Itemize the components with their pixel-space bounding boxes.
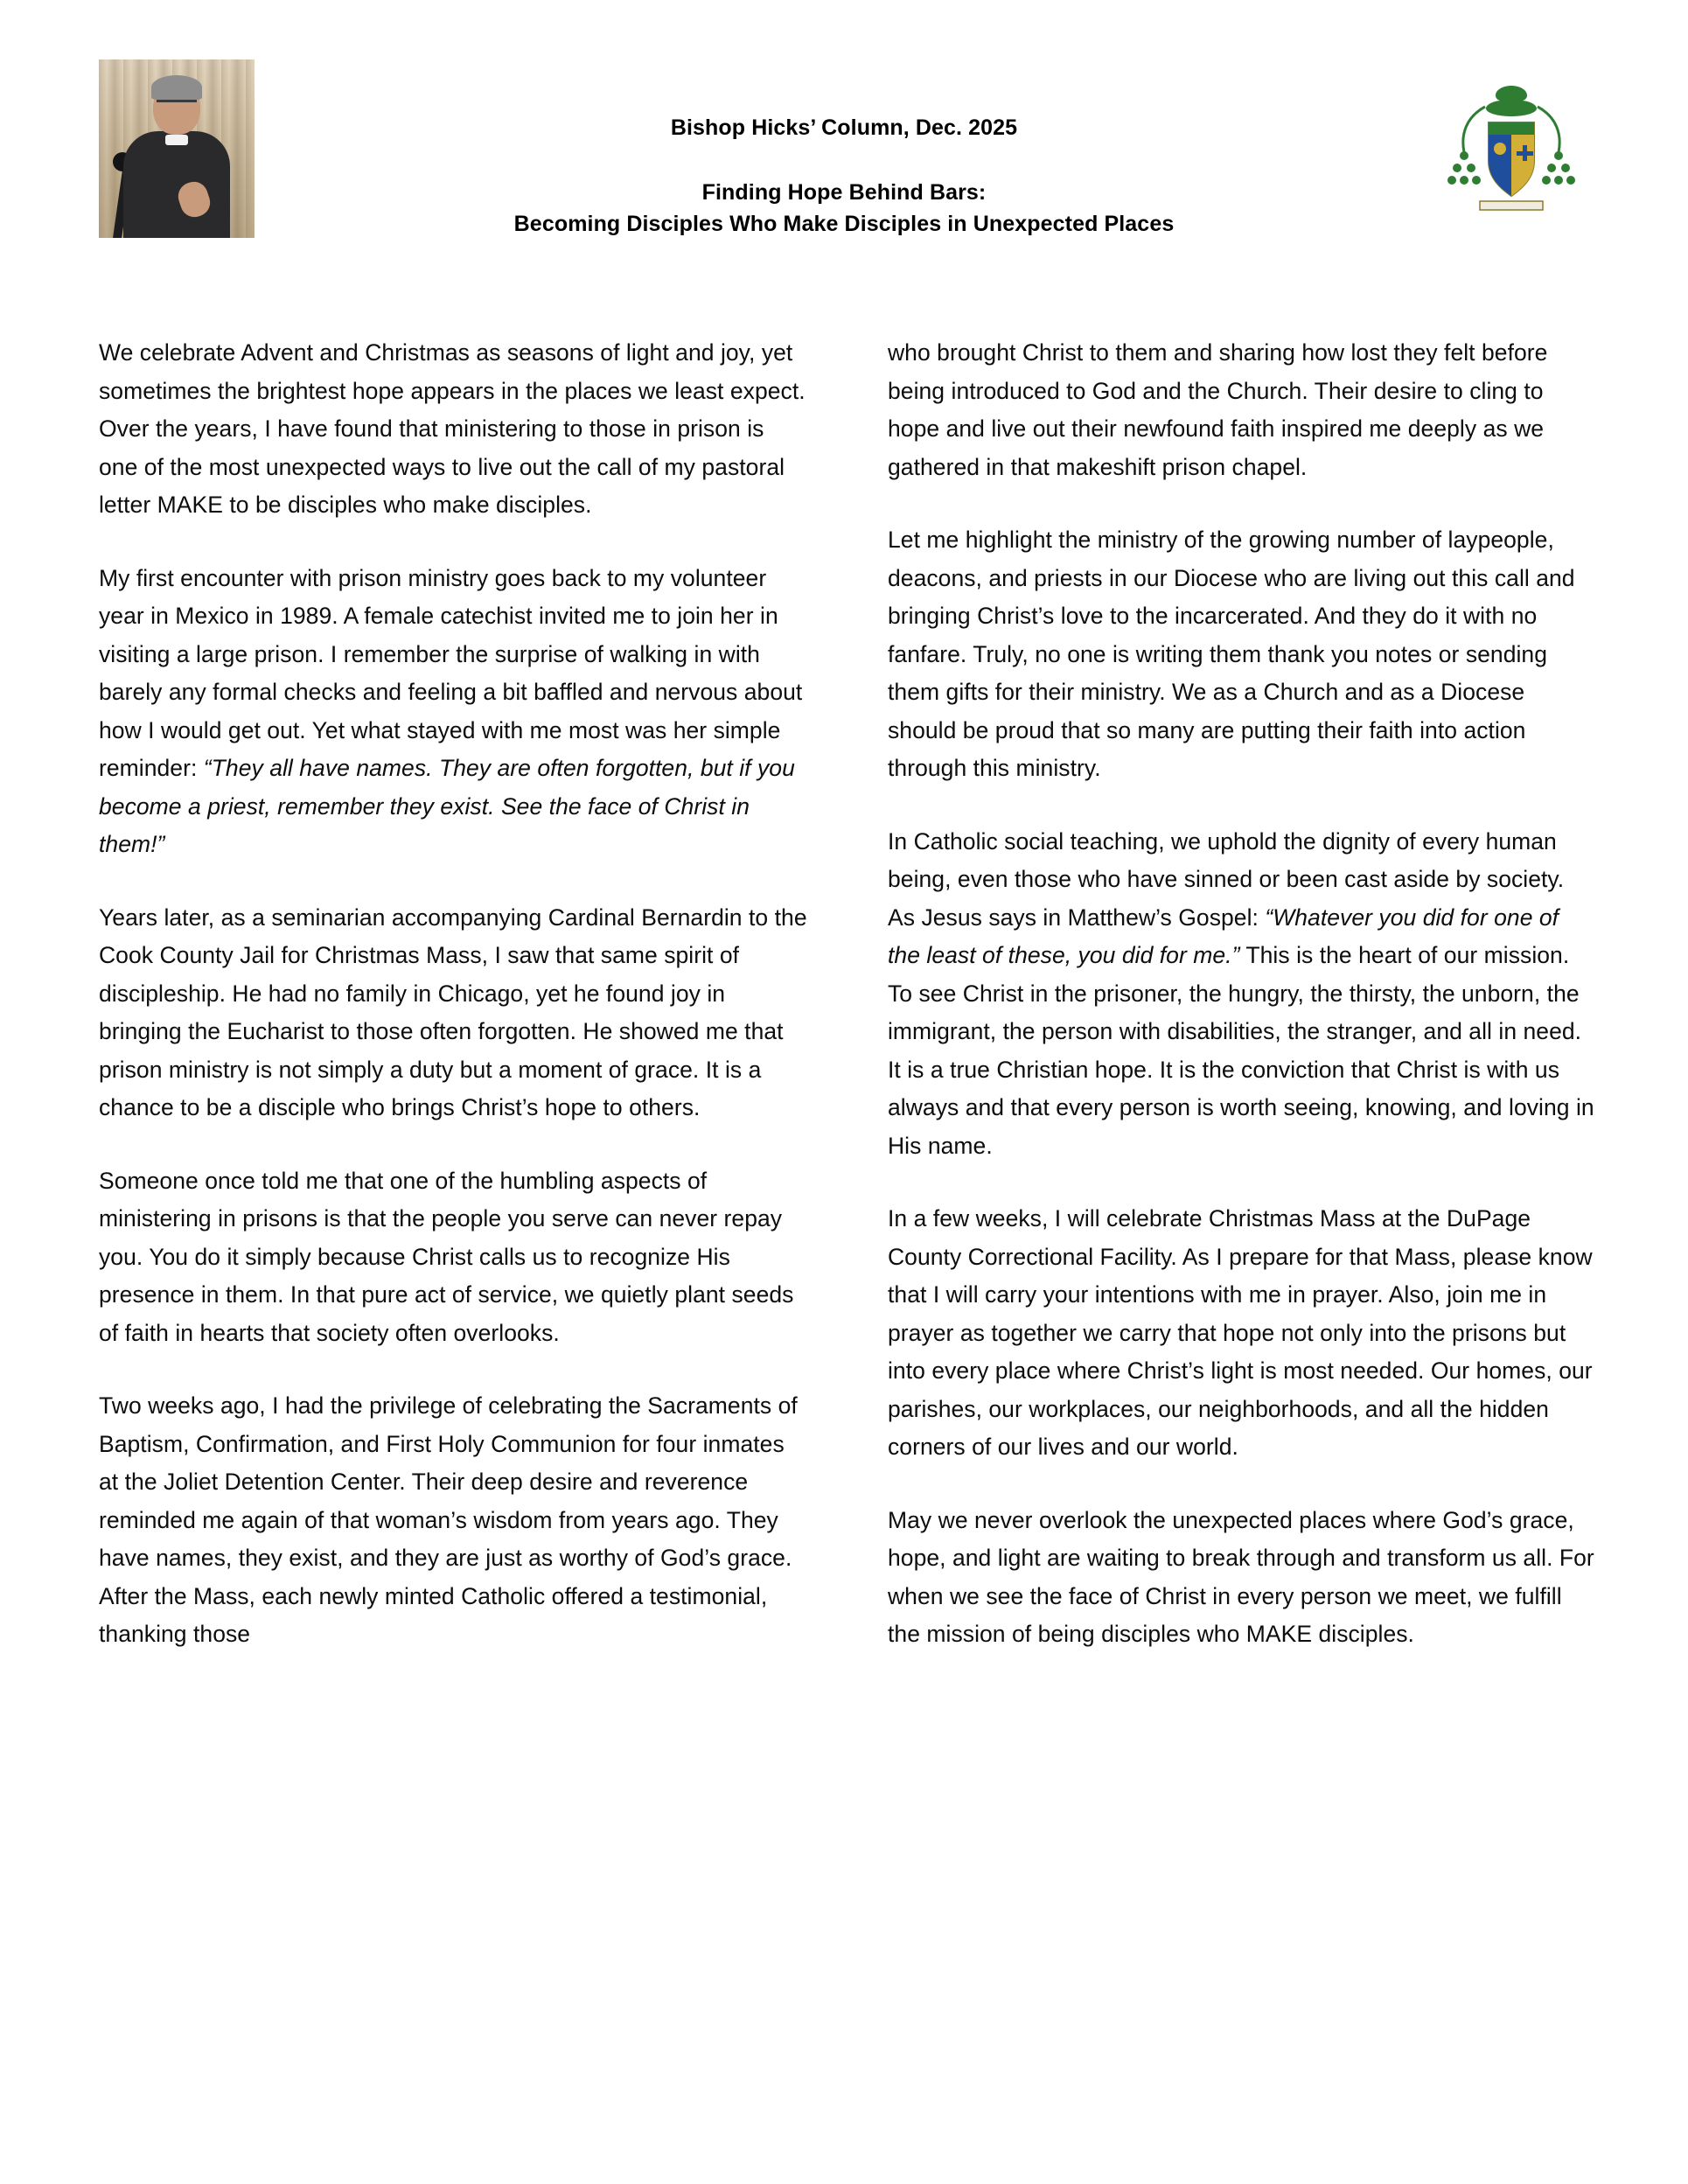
paragraph [888,823,1596,1166]
right-column [888,334,1596,1654]
photo-figure-hair [151,75,202,100]
paragraph-text-tail: This is the heart of our mission. To see Christ in the prisoner, the hungry, the thirsty, the unborn, the immigrant, the person with disabilities, the stranger, and all in need. It is a true Christian hope. It is the conviction that Christ is with us always and that every person is worth seeing, knowing, and loving in His name. [888,942,1594,1159]
paragraph: who brought Christ to them and sharing how lost they felt before being introduced to God and the Church. Their desire to cling to hope and live out their newfound faith inspired me deeply as we gathered in that makeshift prison chapel. [888,339,1548,480]
paragraph: In a few weeks, I will celebrate Christmas Mass at the DuPage County Correctional Facility. As I prepare for that Mass, please know that I will carry your intentions with me in prayer. Also, join me in prayer as together we carry that hope not only into the prisons but into every place where Christ’s light is most needed. Our homes, our parishes, our workplaces, our neighborhoods, and all the hidden corners of our lives and our world. [888,1205,1593,1460]
diocesan-crest-icon [1447,77,1576,217]
article-title-line-1: Finding Hope Behind Bars: [701,180,987,205]
article-body [99,334,1596,1654]
paragraph: Years later, as a seminarian accompanying Cardinal Bernardin to the Cook County Jail for Christmas Mass, I saw that same spirit of discipleship. He had no family in Chicago, yet he found joy in bringing the Eucharist to those often forgotten. He showed me that prison ministry is not simply a duty but a moment of grace. It is a chance to be a disciple who brings Christ’s hope to others. [99,904,807,1120]
paragraph-text: In Catholic social teaching, we uphold the dignity of every human being, even those who have sinned or been cast aside by society. As Jesus says in Matthew’s Gospel: [888,827,1565,931]
paragraph: May we never overlook the unexpected places where God’s grace, hope, and light are waiting to break through and transform us all. For when we see the face of Christ in every person we meet, we fulfill the mission of being disciples who MAKE disciples. [888,1506,1594,1647]
photo-figure-body [123,131,230,238]
paragraph: Someone once told me that one of the humbling aspects of ministering in prisons is that the people you serve can never repay you. You do it simply because Christ calls us to recognize His presence in them. In that pure act of service, we quietly plant seeds of faith in hearts that society often overlooks. [99,1167,794,1346]
left-column [99,334,807,1654]
scripture-quotation: “Whatever you did for one of the least of these, you did for me.” [888,904,1559,968]
article-title-line-2: Becoming Disciples Who Make Disciples in Unexpected Places [513,212,1175,236]
header-titles [289,112,1399,240]
glasses-icon [157,100,197,111]
document-header [0,0,1688,254]
paragraph [99,560,807,864]
column-title: Bishop Hicks’ Column, Dec. 2025 [670,115,1018,140]
photo-roman-collar [165,135,188,145]
paragraph: Let me highlight the ministry of the growing number of laypeople, deacons, and priests in our Diocese who are living out this call and bringing Christ’s love to the incarcerated. And they do it with no fanfare. Truly, no one is writing them thank you notes or sending them gifts for their ministry. We as a Church and as a Diocese should be proud that so many are putting their faith into action through this ministry. [888,527,1575,781]
quotation: “They all have names. They are often forgotten, but if you become a priest, remember they exist. See the face of Christ in them!” [99,755,795,857]
article-title [289,177,1399,240]
bishop-photo [99,59,255,238]
paragraph: We celebrate Advent and Christmas as seasons of light and joy, yet sometimes the brightest hope appears in the places we least expect. Over the years, I have found that ministering to those in prison is one of the most unexpected ways to live out the call of my pastoral letter MAKE to be disciples who make disciples. [99,339,806,518]
paragraph-text: My first encounter with prison ministry goes back to my volunteer year in Mexico in 1989. A female catechist invited me to join her in visiting a large prison. I remember the surprise of walking in with barely any formal checks and feeling a bit baffled and nervous about how I would get out. Yet what stayed with me most was her simple reminder: [99,564,803,781]
paragraph: Two weeks ago, I had the privilege of celebrating the Sacraments of Baptism, Confirmation, and First Holy Communion for four inmates at the Joliet Detention Center. Their deep desire and reverence reminded me again of that woman’s wisdom from years ago. They have names, they exist, and they are just as worthy of God’s grace. After the Mass, each newly minted Catholic offered a testimonial, thanking those [99,1392,798,1647]
